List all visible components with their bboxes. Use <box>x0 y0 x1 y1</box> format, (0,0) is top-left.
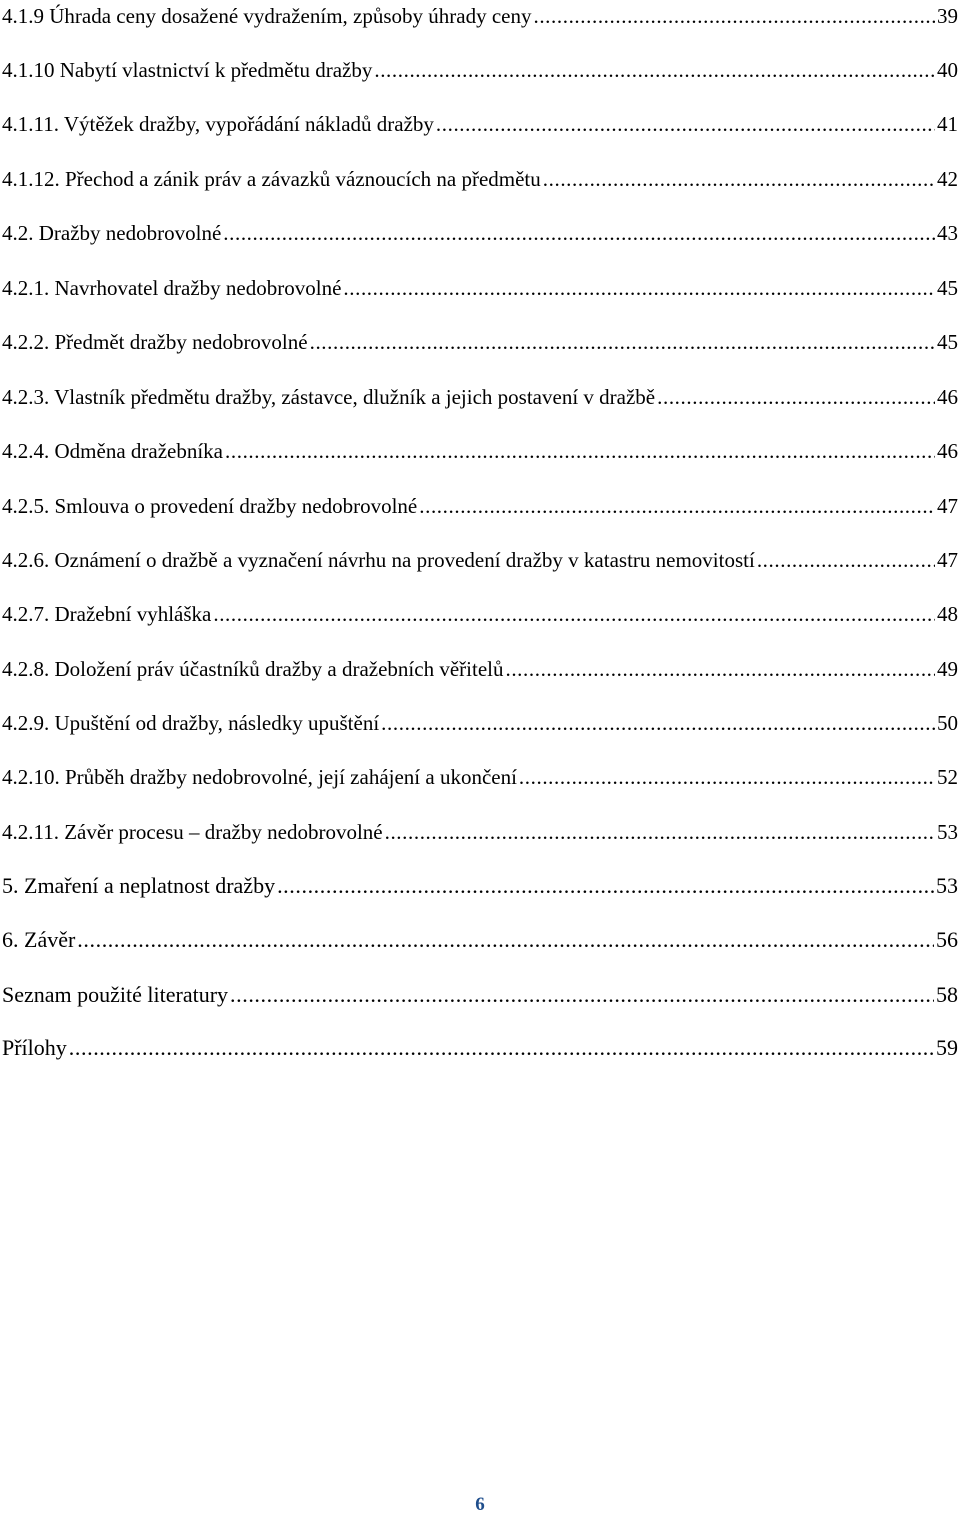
toc-entry-page: 50 <box>937 711 958 735</box>
page-number: 6 <box>475 1494 485 1515</box>
toc-entry-page: 52 <box>937 765 958 789</box>
toc-entry-page: 58 <box>936 982 958 1007</box>
toc-entry-page: 59 <box>936 1035 958 1060</box>
toc-entry-title: 6. Závěr <box>2 927 76 952</box>
dot-leader <box>310 327 935 357</box>
toc-entry-page: 53 <box>936 873 958 898</box>
dot-leader <box>657 382 935 412</box>
toc-entry-title: 4.2.3. Vlastník předmětu dražby, zástavce, dlužník a jejich postavení v dražbě <box>2 385 656 409</box>
toc-entry[interactable] <box>2 762 958 792</box>
dot-leader <box>381 708 935 738</box>
toc-entry[interactable] <box>2 1 958 31</box>
toc-entry-title: 4.2.9. Upuštění od dražby, následky upuštění <box>2 711 380 735</box>
toc-entry-title: 4.2.10. Průběh dražby nedobrovolné, její zahájení a ukončení <box>2 765 517 789</box>
dot-leader <box>533 1 935 31</box>
dot-leader <box>419 491 935 521</box>
dot-leader <box>374 55 935 85</box>
toc-entry-title: 4.1.10 Nabytí vlastnictví k předmětu dražby <box>2 58 373 82</box>
dot-leader <box>277 871 934 901</box>
toc-entry-page: 49 <box>937 657 958 681</box>
toc-entry[interactable] <box>2 654 958 684</box>
dot-leader <box>757 545 935 575</box>
toc-entry-page: 42 <box>937 167 958 191</box>
toc-entry-page: 53 <box>937 820 958 844</box>
toc-entry[interactable] <box>2 599 958 629</box>
toc-entry-title: 4.2.4. Odměna dražebníka <box>2 439 224 463</box>
toc-entry-page: 46 <box>937 385 958 409</box>
dot-leader <box>436 109 935 139</box>
toc-entry[interactable] <box>2 545 958 575</box>
toc-entry[interactable] <box>2 327 958 357</box>
toc-entry[interactable] <box>2 109 958 139</box>
toc-entry[interactable] <box>2 382 958 412</box>
toc-entry-title: 4.2.2. Předmět dražby nedobrovolné <box>2 330 308 354</box>
toc-entry-title: 4.1.11. Výtěžek dražby, vypořádání nákladů dražby <box>2 112 434 136</box>
dot-leader <box>69 1033 934 1063</box>
toc-entry[interactable] <box>2 436 958 466</box>
toc-entry[interactable] <box>2 817 958 847</box>
toc-entry[interactable] <box>2 55 958 85</box>
toc-entry-page: 47 <box>937 494 958 518</box>
toc-entry[interactable] <box>2 708 958 738</box>
toc-entry-title: 5. Zmaření a neplatnost dražby <box>2 873 276 898</box>
toc-entry-title: 4.2.11. Závěr procesu – dražby nedobrovolné <box>2 820 383 844</box>
dot-leader <box>543 164 935 194</box>
toc-entry-page: 46 <box>937 439 958 463</box>
dot-leader <box>77 925 934 955</box>
toc-entry-title: Seznam použité literatury <box>2 982 229 1007</box>
toc-entry-title: 4.2.8. Doložení práv účastníků dražby a dražebních věřitelů <box>2 657 504 681</box>
toc-entry-page: 45 <box>937 330 958 354</box>
toc-entry-page: 47 <box>937 548 958 572</box>
dot-leader <box>223 218 935 248</box>
toc-entry-title: 4.1.9 Úhrada ceny dosažené vydražením, způsoby úhrady ceny <box>2 4 532 28</box>
toc-entry-page: 39 <box>937 4 958 28</box>
toc-entry-title: 4.2.6. Oznámení o dražbě a vyznačení návrhu na provedení dražby v katastru nemovitostí <box>2 548 755 572</box>
toc-entry-page: 40 <box>937 58 958 82</box>
toc-entry-title: Přílohy <box>2 1035 67 1060</box>
dot-leader <box>343 273 935 303</box>
toc-entry-title: 4.2.5. Smlouva o provedení dražby nedobrovolné <box>2 494 418 518</box>
toc-entry-page: 48 <box>937 602 958 626</box>
toc-entry[interactable] <box>2 218 958 248</box>
toc-entry-page: 41 <box>937 112 958 136</box>
toc-entry-title: 4.2.7. Dražební vyhláška <box>2 602 212 626</box>
toc-entry[interactable] <box>2 925 958 955</box>
dot-leader <box>519 762 935 792</box>
toc-entry-title: 4.2. Dražby nedobrovolné <box>2 221 222 245</box>
toc-entry[interactable] <box>2 273 958 303</box>
toc-entry-title: 4.2.1. Navrhovatel dražby nedobrovolné <box>2 276 342 300</box>
toc-entry[interactable] <box>2 1033 958 1063</box>
dot-leader <box>230 980 934 1010</box>
toc-entry-page: 45 <box>937 276 958 300</box>
toc-entry-title: 4.1.12. Přechod a zánik práv a závazků váznoucích na předmětu <box>2 167 541 191</box>
dot-leader <box>213 599 935 629</box>
toc-entry[interactable] <box>2 491 958 521</box>
toc-entry[interactable] <box>2 164 958 194</box>
toc-entry[interactable] <box>2 980 958 1010</box>
dot-leader <box>225 436 935 466</box>
toc-entry[interactable] <box>2 871 958 901</box>
dot-leader <box>505 654 935 684</box>
dot-leader <box>385 817 935 847</box>
toc-entry-page: 56 <box>936 927 958 952</box>
toc-entry-page: 43 <box>937 221 958 245</box>
